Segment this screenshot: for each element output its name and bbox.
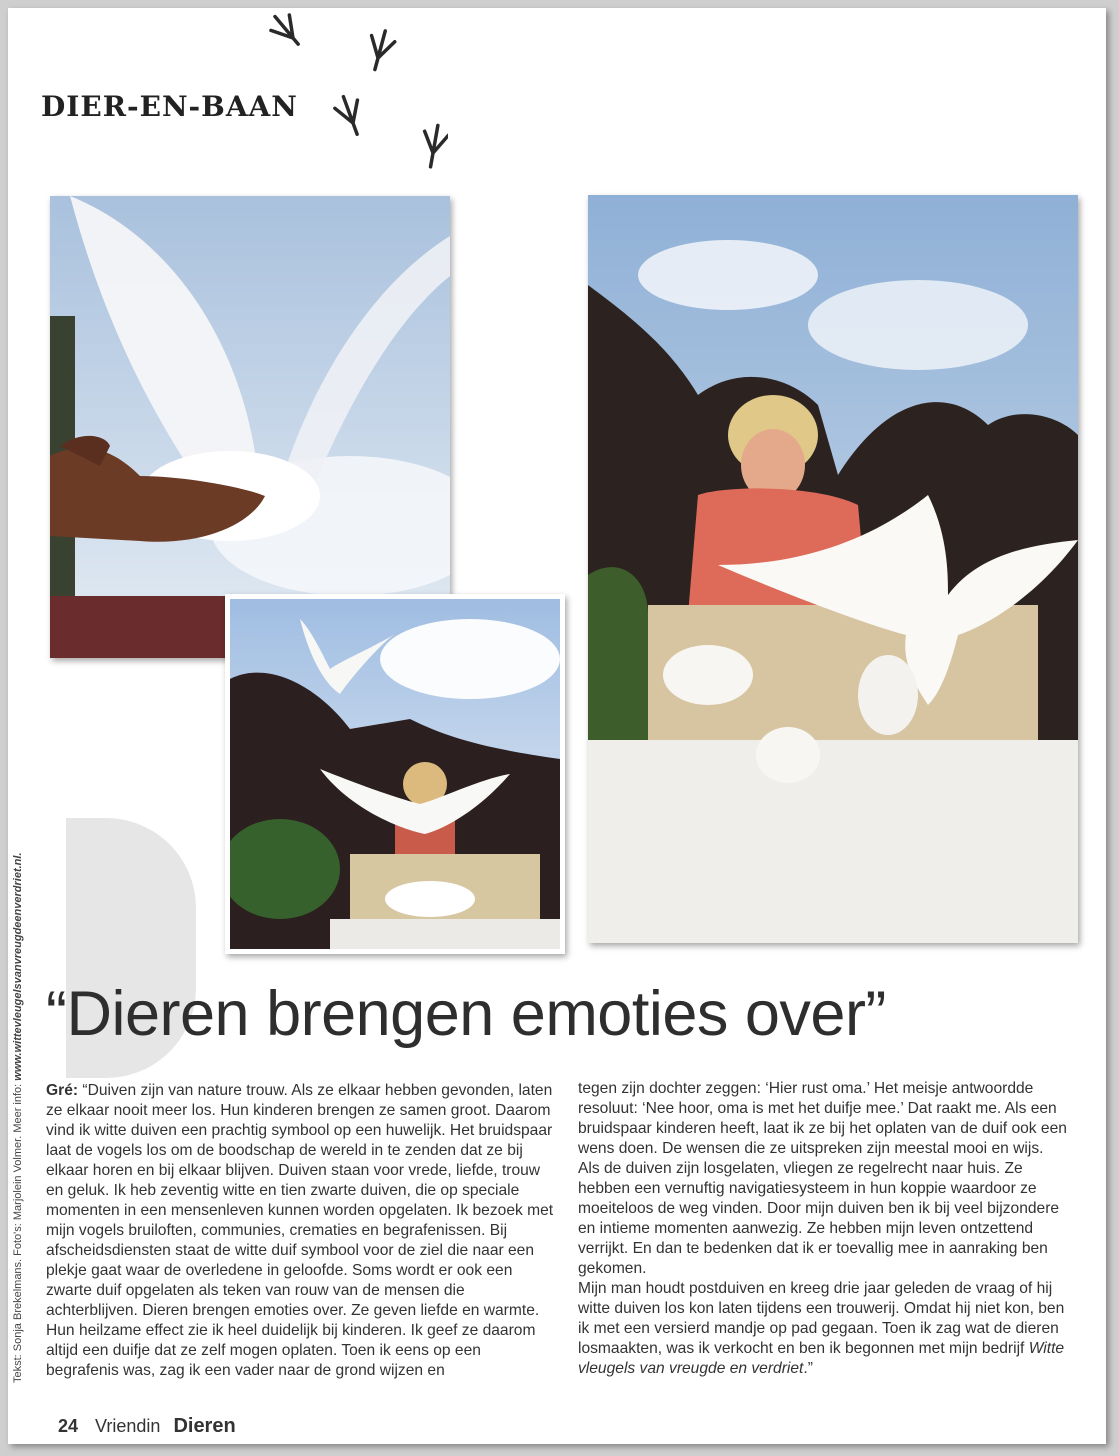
company-name: Witte vleugels van vreugde en verdriet xyxy=(578,1340,1065,1377)
bird-tracks-illustration xyxy=(248,8,448,188)
magazine-page xyxy=(8,8,1106,1444)
photo-hands-dove xyxy=(50,196,450,658)
page-footer xyxy=(58,1415,236,1438)
article-paragraph-3-end: .” xyxy=(803,1360,813,1377)
article-headline: “Dieren brengen emoties over” xyxy=(46,979,886,1049)
magazine-section: Dieren xyxy=(173,1415,236,1437)
article-paragraph-2: Als de duiven zijn losgelaten, vliegen ze regelrecht naar huis. Ze hebben een vernuftig navigatiesysteem in hun koppie waardoor ze moeiteloos de weg vinden. Door mijn duiven ben ik bij veel bijzondere en intieme momenten aanwezig. Ze hebben mijn leven ontzettend verrijkt. En dan te bedenken dat ik er toevallig mee in aanraking ben gekomen. xyxy=(578,1160,1060,1277)
article-text-left: “Duiven zijn van nature trouw. Als ze elkaar hebben gevonden, laten ze elkaar nooit meer los. Hun kinderen brengen ze samen groot. Daarom vind ik witte duiven een prachtig symbool op een huwelijk. Het bruidspaar laat de vogels los om de boodschap de wereld in te zenden dat ze bij elkaar horen en bij elkaar blijven. Duiven staan voor vrede, liefde, trouw en geluk. Ik heb zeventig witte en tien zwarte duiven, die op speciale momenten in een mensenleven kunnen worden opgelaten. Ik bezoek met mijn vogels bruiloften, communies, crematies en begrafenissen. Bij afscheidsdiensten staat de witte duif symbool voor de ziel die naar een plekje gaat waar de overledene in geloofde. Soms wordt er ook een zwarte duif opgelaten als teken van rouw van de mensen die achterblijven. Dieren brengen emoties over. Ze geven liefde en warmte. Hun heilzame effect zie ik heel duidelijk bij kinderen. Ik geef ze daarom altijd een duifje dat ze zelf mogen oplaten. Toen ik eens op een begrafenis was, zag ik een vader naar de grond wijzen en xyxy=(46,1082,554,1379)
page-number: 24 xyxy=(58,1416,79,1436)
article-paragraph-3-text: Mijn man houdt postduiven en kreeg drie jaar geleden de vraag of hij witte duiven los kon laten tijdens een trouwerij. Omdat hij niet kon, ben ik met een versierd mandje op pad gegaan. Toen ik zag wat de dieren losmaakten, was ik verkocht en ben ik begonnen met mijn bedrijf xyxy=(578,1280,1065,1357)
article-paragraph-3 xyxy=(578,1279,1078,1379)
credit-url: www.wittevleugelsvanvreugdeenverdriet.nl. xyxy=(12,852,24,1081)
article-paragraph-1: tegen zijn dochter zeggen: ‘Hier rust oma.’ Het meisje antwoordde resoluut: ‘Nee hoor, oma is met het duifje mee.’ Dat raakt me. Als een bruidspaar kinderen heeft, laat ik ze bij het oplaten van de duif ook een wens doen. De wensen die ze uitspreken zijn meestal mooi en wijs. xyxy=(578,1080,1067,1157)
speaker-name: Gré: xyxy=(46,1082,79,1099)
credit-text: Tekst: Sonja Brekelmans. Foto's: Marjolein Volmer. Meer info: xyxy=(12,1080,24,1383)
article-column-right xyxy=(578,1079,1078,1379)
article-column-left xyxy=(46,1081,556,1381)
photo-woman-releasing-dove xyxy=(225,594,565,954)
photo-woman-dove-basket xyxy=(588,195,1078,943)
section-label: DIER-EN-BAAN xyxy=(41,90,298,123)
magazine-name: Vriendin xyxy=(95,1416,161,1436)
photo-credit xyxy=(12,823,24,1383)
